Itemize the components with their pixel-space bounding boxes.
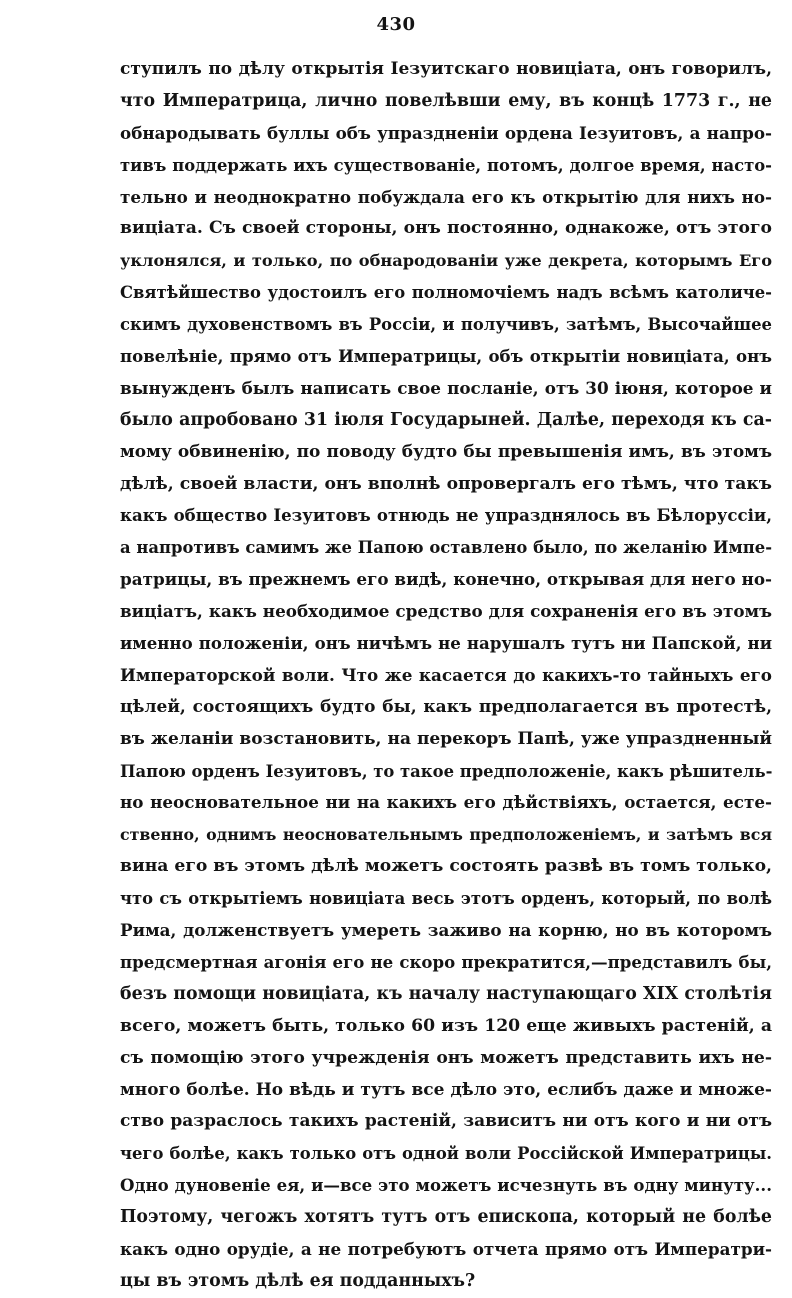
- text-line: именно положеніи, онъ ничѣмъ не нарушалъ тутъ ни Папской, ни: [120, 633, 772, 654]
- text-line: мому обвиненію, по поводу будто бы превышенія имъ, въ этомъ: [120, 441, 772, 462]
- text-line: а напротивъ самимъ же Папою оставлено было, по желанію Импе-: [120, 538, 772, 558]
- text-line: Императорской воли. Что же касается до какихъ-то тайныхъ его: [120, 664, 772, 685]
- text-line: уклонялся, и только, по обнародованіи уже декрета, которымъ Его: [120, 251, 772, 271]
- text-line: повелѣніе, прямо отъ Императрицы, объ открытіи новиціата, онъ: [120, 346, 772, 367]
- text-line: Святѣйшество удостоилъ его полномочіемъ надъ всѣмъ католиче-: [120, 283, 772, 303]
- text-line: что съ открытіемъ новиціата весь этотъ орденъ, который, по волѣ: [120, 889, 772, 909]
- text-line: виціатъ, какъ необходимое средство для сохраненія его въ этомъ: [120, 601, 772, 622]
- text-line: ственно, однимъ неосновательнымъ предположеніемъ, и затѣмъ вся: [120, 825, 772, 845]
- text-line: Папою орденъ Іезуитовъ, то такое предположеніе, какъ рѣшитель-: [120, 761, 772, 781]
- text-line: много болѣе. Но вѣдь и тутъ все дѣло это, еслибъ даже и множе-: [120, 1079, 772, 1100]
- text-line: вина его въ этомъ дѣлѣ можетъ состоять развѣ въ томъ только,: [120, 856, 772, 877]
- text-line: въ желаніи возстановить, на перекоръ Папѣ, уже упраздненный: [120, 728, 772, 749]
- text-line: что Императрица, лично повелѣвши ему, въ концѣ 1773 г., не: [120, 90, 772, 111]
- text-line: Поэтому, чегожъ хотятъ тутъ отъ епископа, который не болѣе: [120, 1207, 772, 1228]
- text-line: цѣлей, состоящихъ будто бы, какъ предполагается въ протестѣ,: [120, 696, 772, 717]
- text-line: какъ общество Іезуитовъ отнюдь не упразднялось въ Бѣлоруссіи,: [120, 505, 772, 526]
- text-line: ство разраслось такихъ растеній, зависитъ ни отъ кого и ни отъ: [120, 1111, 772, 1132]
- text-line: Одно дуновеніе ея, и—все это можетъ исчезнуть въ одну минуту...: [120, 1175, 772, 1196]
- text-line: всего, можетъ быть, только 60 изъ 120 еще живыхъ растеній, а: [120, 1015, 772, 1036]
- text-line: Рима, долженствуетъ умереть заживо на корню, но въ которомъ: [120, 920, 772, 941]
- text-line: тивъ поддержать ихъ существованіе, потомъ, долгое время, насто-: [120, 155, 772, 175]
- text-line: дѣлѣ, своей власти, онъ вполнѣ опровергалъ его тѣмъ, что такъ: [120, 473, 772, 494]
- text-line: ступилъ по дѣлу открытія Іезуитскаго новиціата, онъ говорилъ,: [120, 59, 772, 79]
- text-line: виціата. Съ своей стороны, онъ постоянно, однакоже, отъ этого: [120, 218, 772, 239]
- text-line: скимъ духовенствомъ въ Россіи, и получивъ, затѣмъ, Высочайшее: [120, 315, 772, 335]
- text-line: предсмертная агонія его не скоро прекратится,—представилъ бы,: [120, 951, 772, 972]
- text-line: было апробовано 31 іюля Государыней. Далѣе, переходя къ са-: [120, 409, 772, 430]
- text-line: тельно и неоднократно побуждала его къ открытію для нихъ но-: [120, 186, 772, 207]
- text-line: цы въ этомъ дѣлѣ ея подданныхъ?: [120, 1270, 476, 1291]
- text-line: чего болѣе, какъ только отъ одной воли Россійской Императрицы.: [120, 1144, 772, 1164]
- text-line: безъ помощи новиціата, къ началу наступающаго XIX столѣтія: [120, 983, 772, 1004]
- text-line: съ помощію этого учрежденія онъ можетъ представить ихъ не-: [120, 1047, 772, 1068]
- text-line: вынужденъ былъ написать свое посланіе, отъ 30 іюня, которое и: [120, 377, 772, 398]
- text-line: какъ одно орудіе, а не потребуютъ отчета прямо отъ Императри-: [120, 1238, 772, 1259]
- text-line: ратрицы, въ прежнемъ его видѣ, конечно, открывая для него но-: [120, 569, 772, 590]
- text-line: но неосновательное ни на какихъ его дѣйствіяхъ, остается, есте-: [120, 792, 772, 813]
- page-number: 430: [376, 14, 416, 35]
- text-line: обнародывать буллы объ упраздненіи ордена Іезуитовъ, а напро-: [120, 122, 772, 143]
- body-text: [120, 54, 772, 1298]
